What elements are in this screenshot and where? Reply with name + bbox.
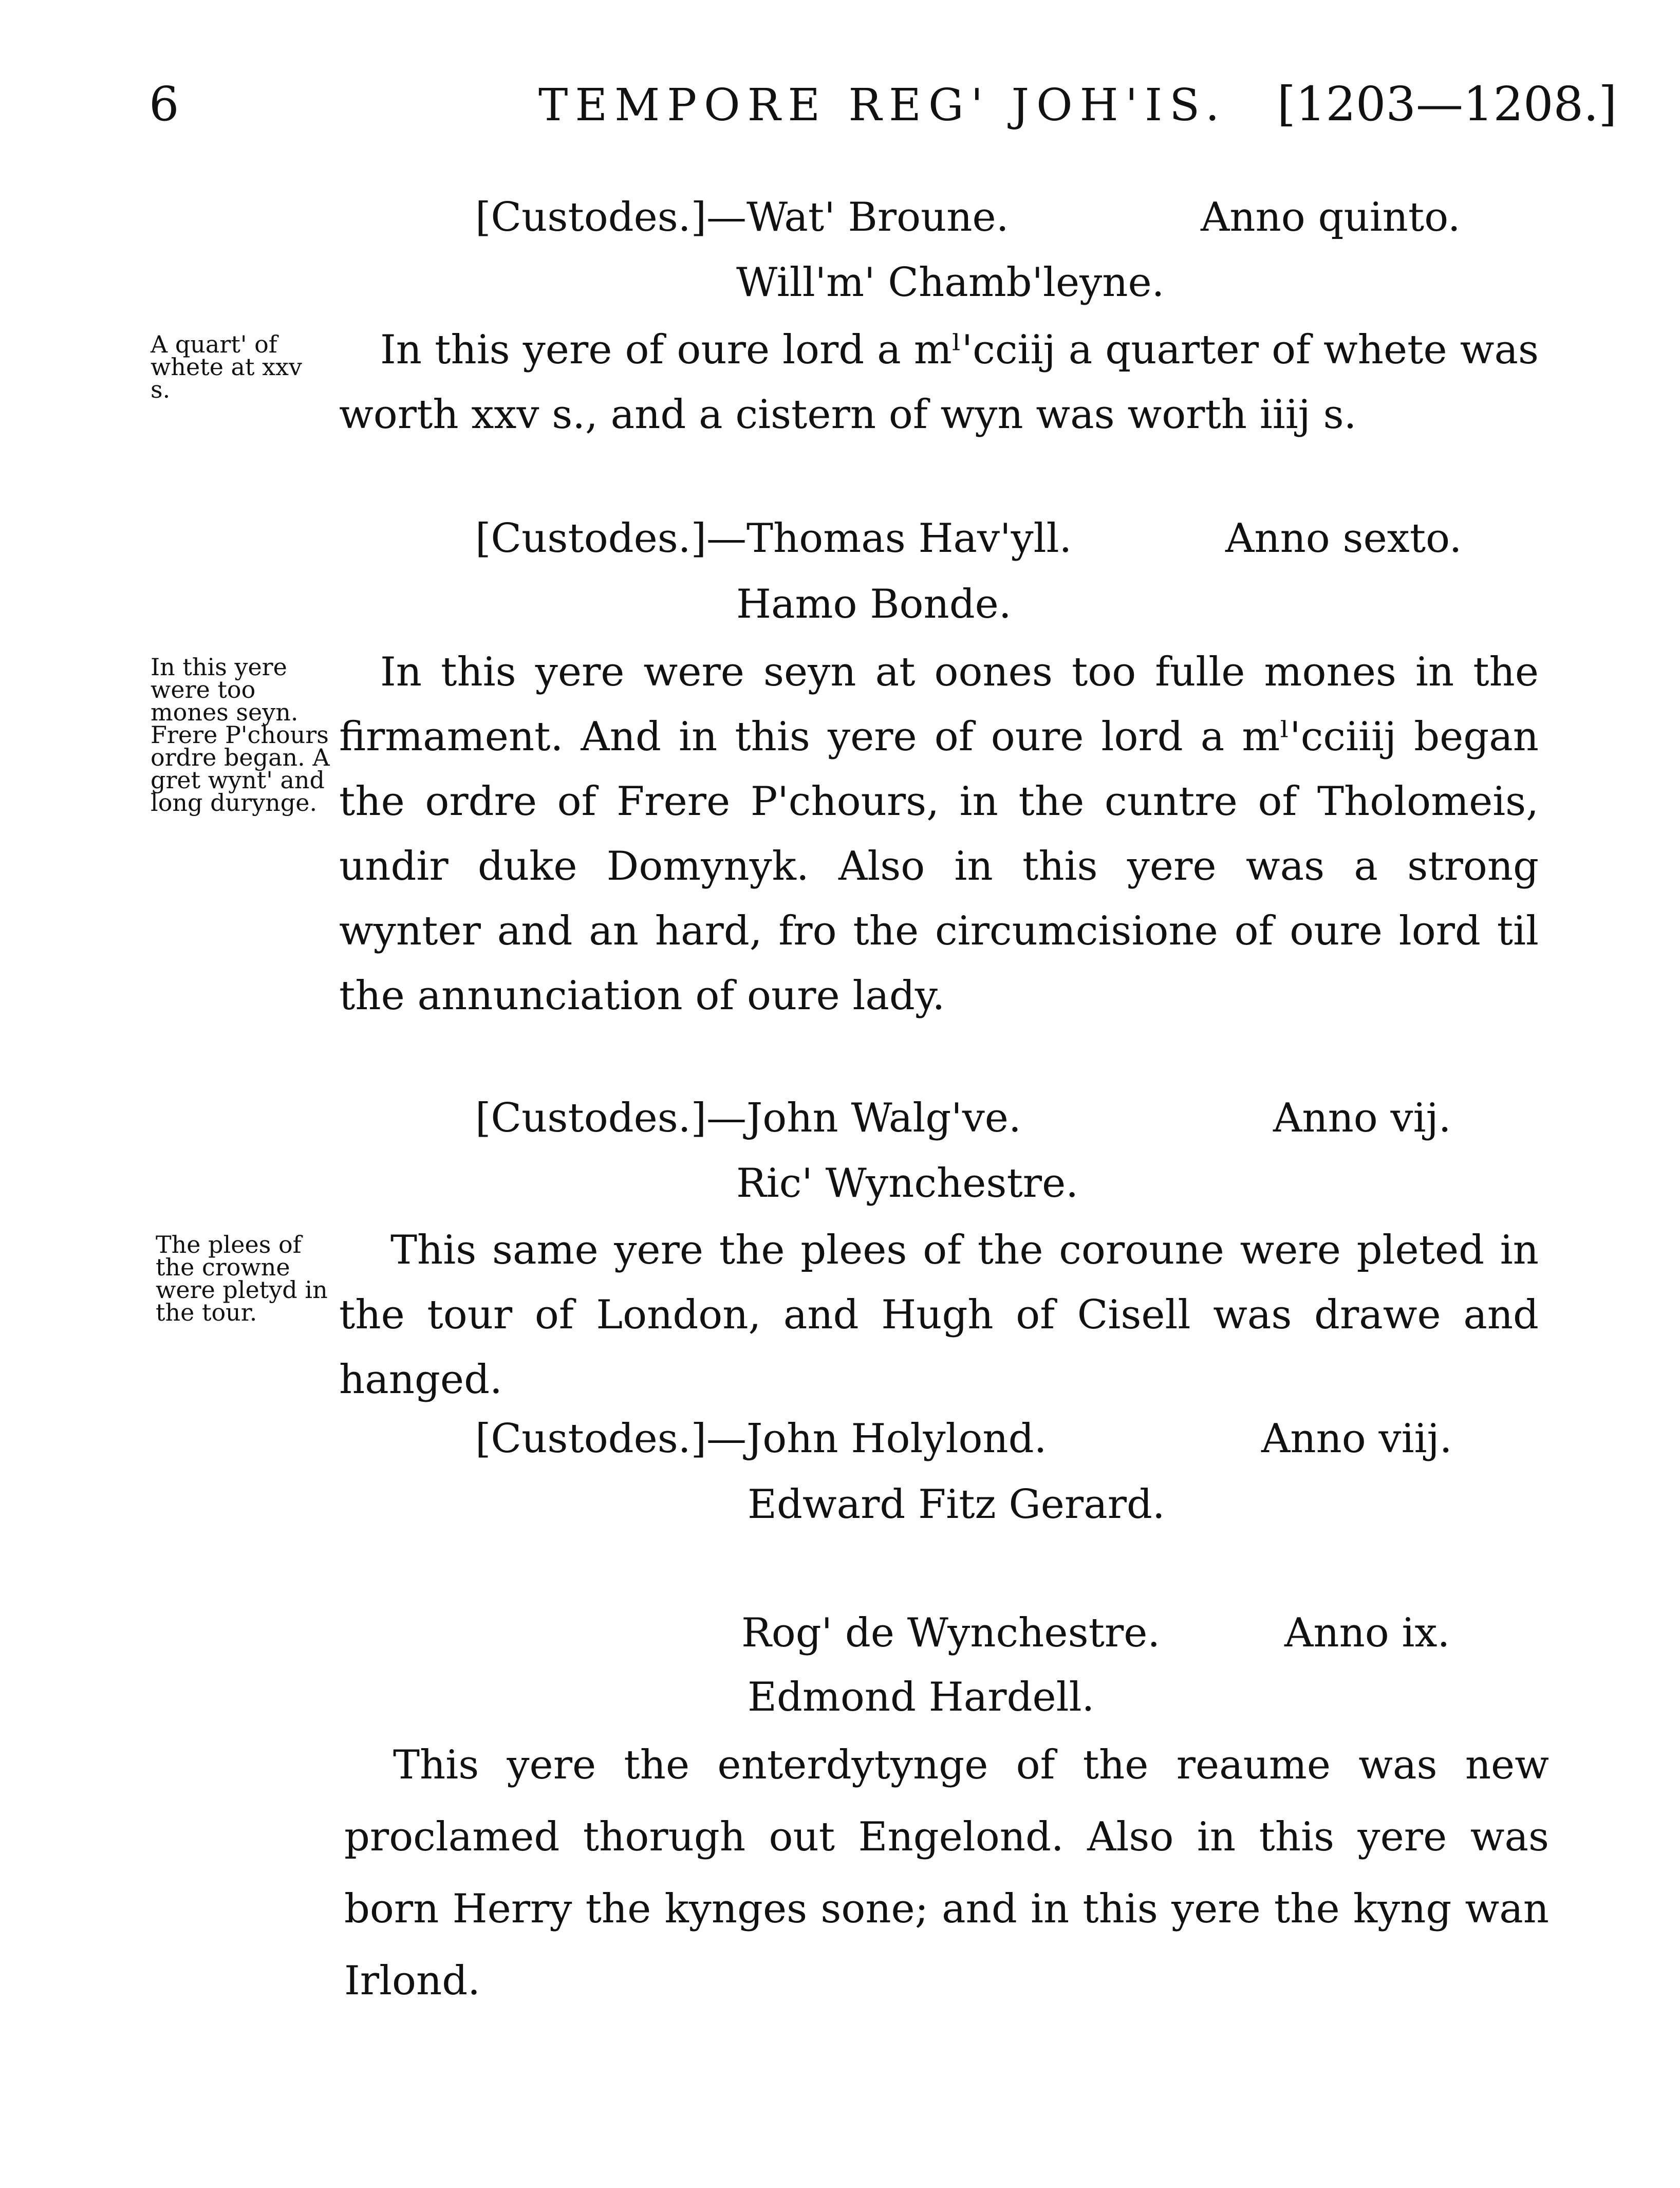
anno-label: Anno vij.: [1273, 1095, 1451, 1141]
custodes-line: [Custodes.]—John Holylond.: [475, 1416, 1047, 1462]
custodes-line: Ric' Wynchestre.: [736, 1160, 1079, 1207]
running-header: [538, 76, 1617, 134]
anno-label: Anno sexto.: [1225, 515, 1462, 562]
custodes-line: Edward Fitz Gerard.: [748, 1481, 1165, 1528]
anno-label: Anno viij.: [1261, 1416, 1452, 1462]
custodes-line: [Custodes.]—Wat' Broune.: [475, 194, 1009, 240]
anno-label: Anno ix.: [1284, 1610, 1450, 1656]
paragraph: This same yere the plees of the coroune were pleted in the tour of London, and Hugh of Cisell was drawe and hanged.: [339, 1227, 1539, 1403]
custodes-line: Will'm' Chamb'leyne.: [736, 259, 1165, 306]
custodes-line: Edmond Hardell.: [748, 1674, 1095, 1720]
custodes-line: Rog' de Wynchestre.: [741, 1610, 1161, 1656]
custodes-line: Hamo Bonde.: [736, 581, 1012, 627]
sidenote: In this yere were too mones seyn. Frere P'chours ordre began. A gret wynt' and long durynge.: [151, 653, 330, 817]
paragraph: This yere the enterdytynge of the reaume was new proclamed thorugh out Engelond. Also in this yere was born Herry the kynges sone; and in this yere the kyng wan Irlond.: [344, 1742, 1549, 2004]
sidenote: A quart' of whete at xxv s.: [151, 330, 302, 403]
date-range: [1203—1208.]: [1277, 77, 1617, 132]
page-number: 6: [149, 77, 179, 132]
paragraph: In this yere of oure lord a mˡ'cciij a quarter of whete was worth xxv s., and a cistern of wyn was worth iiij s.: [339, 327, 1539, 438]
custodes-line: [Custodes.]—Thomas Hav'yll.: [475, 515, 1072, 562]
paragraph: In this yere were seyn at oones too fulle mones in the firmament. And in this yere of oure lord a mˡ'cciiij began the ordre of Frere P'chours, in the cuntre of Tholomeis, undir duke Domynyk. Also in this yere was a strong wynter and an hard, fro the circumcisione of oure lord til the annunciation of oure lady.: [339, 649, 1539, 1019]
anno-label: Anno quinto.: [1201, 194, 1461, 240]
running-title: TEMPORE REG' JOH'IS.: [538, 80, 1227, 131]
sidenote: The plees of the crowne were pletyd in the tour.: [156, 1231, 328, 1326]
custodes-line: [Custodes.]—John Walg've.: [475, 1095, 1021, 1141]
